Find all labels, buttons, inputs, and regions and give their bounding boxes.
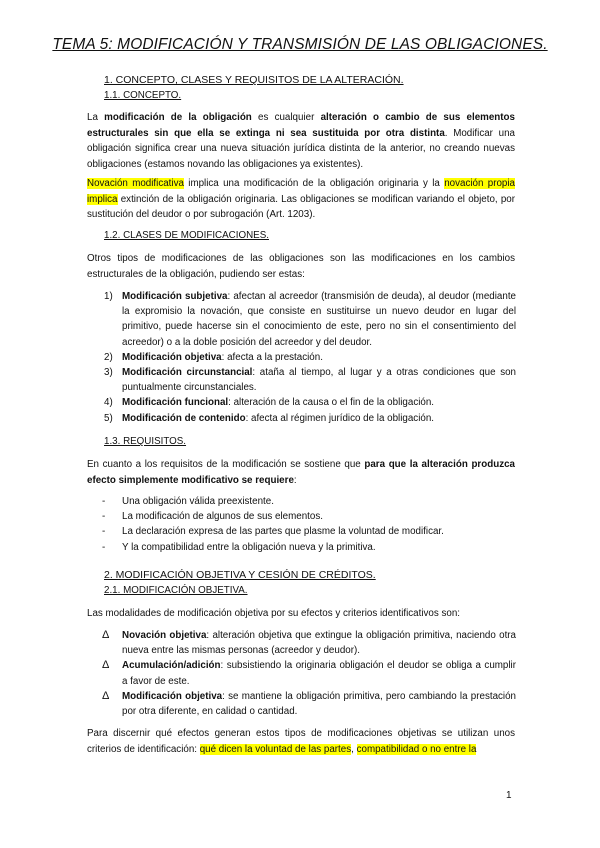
requisitos-list — [100, 494, 520, 555]
highlight: compatibilidad o no entre la — [356, 743, 477, 755]
paragraph-criterios: Para discernir qué efectos generan estos tipos de modificaciones objetivas se utilizan unos criterios de identificación: qué dicen la voluntad de las partes, compatibilidad o no entre la — [87, 728, 515, 755]
list-item: - Una obligación válida preexistente. — [102, 496, 274, 507]
triangle-icon: Δ — [102, 689, 110, 702]
triangle-icon: Δ — [102, 629, 110, 641]
modalidades-list — [100, 628, 516, 719]
section-2-heading: 2. MODIFICACIÓN OBJETIVA Y CESIÓN DE CRÉDITOS. — [104, 569, 376, 581]
paragraph-clases-intro: Otros tipos de modificaciones de las obligaciones son las modificaciones en los cambios estructurales de la obligación, pudiendo ser estas: — [87, 253, 515, 280]
highlight: novación propia implica — [87, 178, 516, 205]
highlight: qué dicen la voluntad de las partes — [199, 743, 352, 755]
list-item: - La modificación de algunos de sus elementos. — [102, 511, 323, 523]
paragraph-novacion: Novación modificativa implica una modificación de la obligación originaria y la novación propia implica extinción de la obligación originaria. Las obligaciones se modifican variando el objeto, por sustitución del deudor o por subrogación (Art. 1203). — [87, 178, 516, 220]
list-item: Δ Novación objetiva: alteración objetiva que extingue la obligación primitiva, naciendo otra nueva entre las mismas personas (acreedor y deudor). — [102, 629, 517, 657]
clases-list — [96, 289, 516, 426]
subsection-1-3-heading: 1.3. REQUISITOS. — [104, 436, 187, 447]
list-item: - La declaración expresa de las partes que plasme la voluntad de modificar. — [102, 526, 444, 538]
list-item: 4) Modificación funcional: alteración de la causa o el fin de la obligación. — [104, 397, 435, 409]
list-item: Δ Modificación objetiva: se mantiene la obligación primitiva, pero cambiando la prestación por otra diferente, en calidad o cantidad. — [102, 689, 516, 718]
subsection-2-1-heading: 2.1. MODIFICACIÓN OBJETIVA. — [104, 585, 248, 596]
list-item: 5) Modificación de contenido: afecta al régimen jurídico de la obligación. — [104, 412, 434, 424]
triangle-icon: Δ — [102, 659, 110, 672]
paragraph-concepto: La modificación de la obligación es cualquier alteración o cambio de sus elementos estructurales sin que ella se extinga ni sea sustituida por otra distinta. Modificar una obligación significa crear una nueva situación jurídica distinta de la anterior, no creando nuevas obligaciones (estamos novando las obligaciones ya existentes). — [87, 112, 515, 170]
subsection-1-2-heading: 1.2. CLASES DE MODIFICACIONES. — [104, 230, 269, 241]
list-item: - Y la compatibilidad entre la obligación nueva y la primitiva. — [102, 541, 376, 553]
list-item: Δ Acumulación/adición: subsistiendo la originaria obligación el deudor se obliga a cumplir a favor de este. — [102, 659, 516, 687]
section-1-heading: 1. CONCEPTO, CLASES Y REQUISITOS DE LA ALTERACIÓN. — [104, 74, 404, 86]
page-number: 1 — [506, 790, 512, 801]
highlight: Novación modificativa — [87, 178, 184, 189]
document-title: TEMA 5: MODIFICACIÓN Y TRANSMISIÓN DE LAS OBLIGACIONES. — [52, 36, 548, 53]
paragraph-modalidades-intro: Las modalidades de modificación objetiva por su efectos y criterios identificativos son: — [87, 608, 461, 619]
list-item: 1) Modificación subjetiva: afectan al acreedor (transmisión de deuda), al deudor (mediante la expromisio la novación, que consiste en sustituirse un nuevo deudor en lugar del primitivo, puede hacerse sin el conocimiento de este, pero no sin el consentimiento del acreedor) o a la doble posición del acreedor y del deudor. — [104, 291, 516, 348]
subsection-1-1-heading: 1.1. CONCEPTO. — [104, 90, 182, 101]
paragraph-requisitos: En cuanto a los requisitos de la modificación se sostiene que para que la alteración produzca efecto simplemente modificativo se requiere: — [87, 459, 515, 486]
list-item: 2) Modificación objetiva: afecta a la prestación. — [104, 351, 323, 363]
list-item: 3) Modificación circunstancial: ataña al tiempo, al lugar y a otras condiciones que son puntualmente circunstanciales. — [104, 367, 516, 394]
